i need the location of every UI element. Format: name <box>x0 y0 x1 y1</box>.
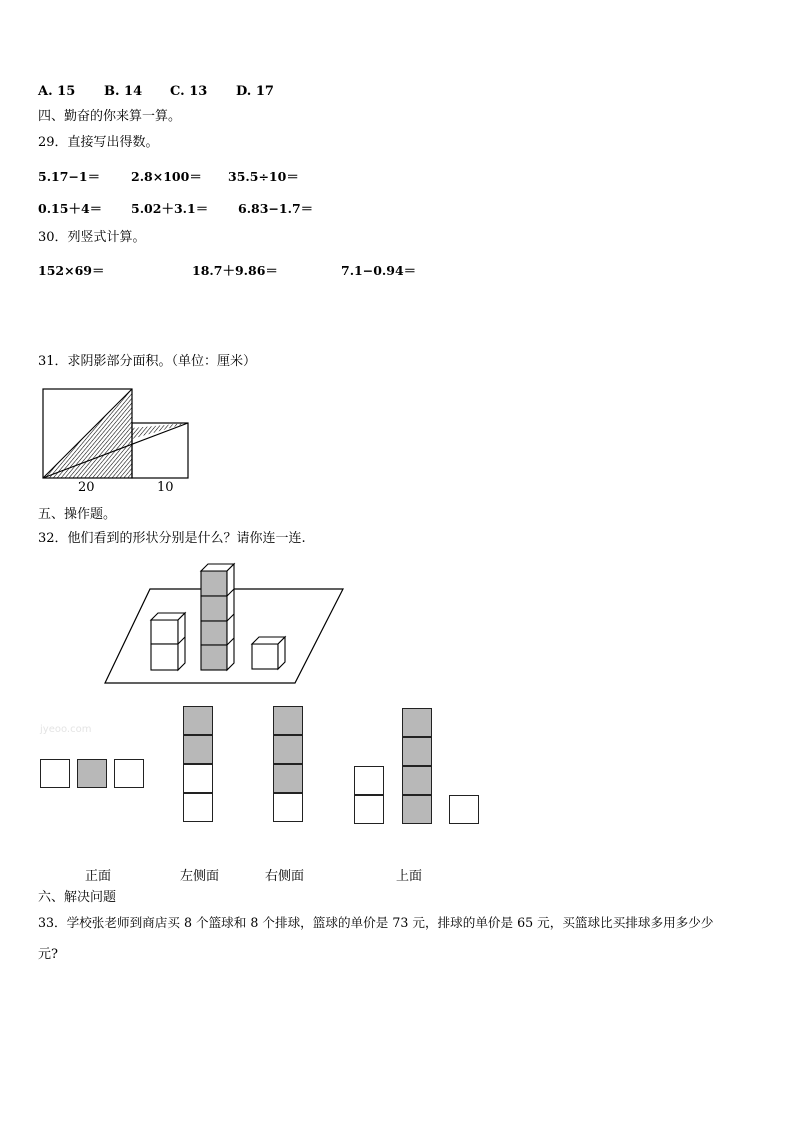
view-label-top[interactable]: 上面 <box>396 869 423 884</box>
q30-expr-3: 7.1−0.94＝ <box>341 263 417 278</box>
shaded-area-figure <box>40 386 192 484</box>
q29-title: 29．直接写出得数。 <box>38 135 159 150</box>
q29-expr-6: 6.83−1.7＝ <box>238 201 314 216</box>
view-label-right[interactable]: 右侧面 <box>265 869 305 884</box>
q29-expr-1: 5.17−1＝ <box>38 169 101 184</box>
dim-label-10: 10 <box>157 480 174 495</box>
section5-heading: 五、操作题。 <box>38 507 117 522</box>
option-a[interactable]: A. 15 <box>38 84 76 99</box>
q29-expr-4: 0.15＋4＝ <box>38 201 103 216</box>
q29-expr-3: 35.5÷10＝ <box>228 169 299 184</box>
view-label-left[interactable]: 左侧面 <box>180 869 220 884</box>
watermark: jyeoo.com <box>40 724 92 735</box>
q30-expr-2: 18.7＋9.86＝ <box>192 263 278 278</box>
dim-label-20: 20 <box>78 480 95 495</box>
cube-single <box>252 637 285 669</box>
q33-line-1: 33．学校张老师到商店买 8 个篮球和 8 个排球，篮球的单价是 73 元，排球的单价是 65 元，买篮球比买排球多用多少少 <box>38 915 714 930</box>
q29-expr-2: 2.8×100＝ <box>131 169 202 184</box>
q31-title: 31．求阴影部分面积。（单位：厘米） <box>38 354 257 369</box>
cube-stack-left <box>151 613 185 670</box>
q32-title: 32．他们看到的形状分别是什么？请你连一连. <box>38 531 306 546</box>
section6-heading: 六、解决问题 <box>38 890 117 905</box>
cube-stack-tall <box>201 564 234 670</box>
cube-scene <box>100 560 350 690</box>
q33-line-2: 元? <box>38 947 58 962</box>
option-c[interactable]: C. 13 <box>170 84 208 99</box>
q29-expr-5: 5.02＋3.1＝ <box>131 201 209 216</box>
q30-expr-1: 152×69＝ <box>38 263 105 278</box>
option-b[interactable]: B. 14 <box>104 84 143 99</box>
option-d[interactable]: D. 17 <box>236 84 274 99</box>
q30-title: 30．列竖式计算。 <box>38 230 146 245</box>
view-label-front[interactable]: 正面 <box>85 869 112 884</box>
section4-heading: 四、勤奋的你来算一算。 <box>38 109 182 124</box>
